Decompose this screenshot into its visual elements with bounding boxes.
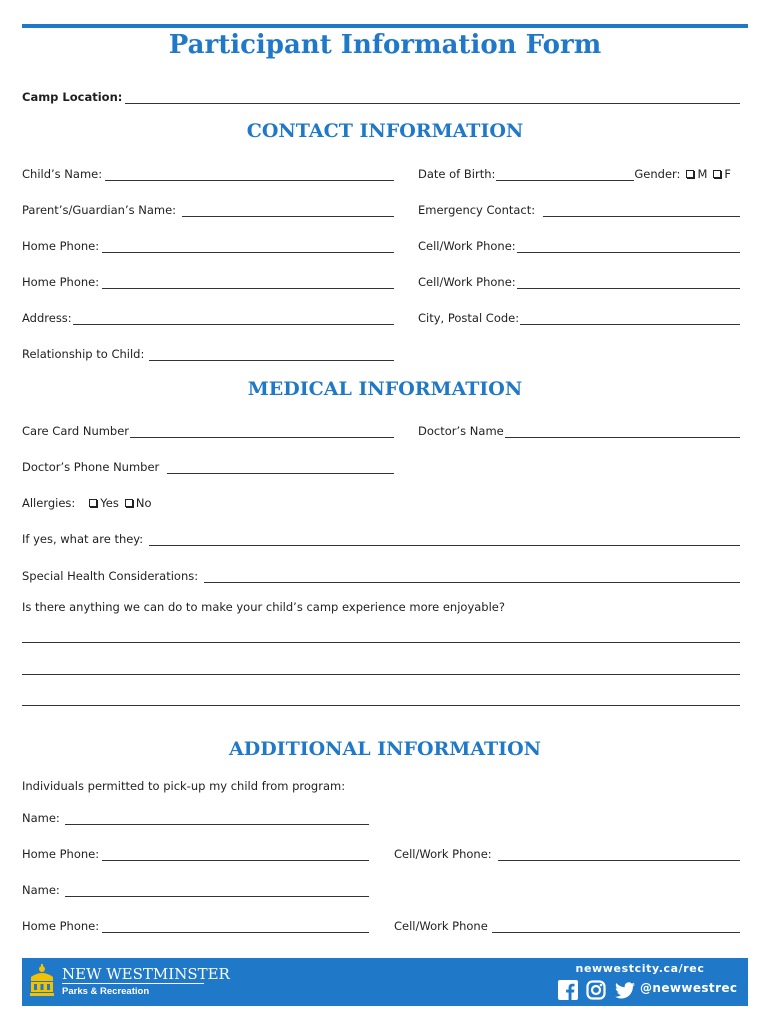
care-card-field[interactable] bbox=[130, 427, 394, 438]
instagram-icon[interactable] bbox=[586, 980, 606, 1000]
pickup-cell-phone-field-2[interactable] bbox=[492, 922, 740, 933]
childs-name-row bbox=[22, 165, 394, 181]
allergies-no-checkbox[interactable] bbox=[125, 499, 133, 507]
crown-logo-icon bbox=[28, 963, 56, 999]
form-title: Participant Information Form bbox=[168, 30, 602, 60]
address-label: Address: bbox=[22, 311, 72, 325]
website-link[interactable]: newwestcity.ca/rec bbox=[575, 962, 705, 975]
parent-name-label: Parent’s/Guardian’s Name: bbox=[22, 203, 177, 217]
pickup-cell-phone-row-2 bbox=[394, 917, 740, 933]
pickup-name-row-1 bbox=[22, 809, 369, 825]
relationship-row bbox=[22, 345, 394, 361]
if-yes-field[interactable] bbox=[149, 535, 740, 546]
pickup-home-phone-field-1[interactable] bbox=[102, 850, 369, 861]
childs-name-field[interactable] bbox=[105, 170, 394, 181]
pickup-name-label-1: Name: bbox=[22, 811, 60, 825]
pickup-home-phone-row-2 bbox=[22, 917, 369, 933]
enjoyable-question-row bbox=[22, 598, 740, 614]
pickup-cell-phone-label-2: Cell/Work Phone bbox=[394, 919, 488, 933]
pickup-name-row-2 bbox=[22, 881, 369, 897]
allergies-row bbox=[22, 494, 322, 510]
parent-name-field[interactable] bbox=[182, 206, 394, 217]
pickup-home-phone-field-2[interactable] bbox=[102, 922, 369, 933]
pickup-cell-phone-label-1: Cell/Work Phone: bbox=[394, 847, 492, 861]
gender-label: Gender: bbox=[634, 167, 681, 181]
org-name: NEW WESTMINSTER bbox=[62, 965, 230, 983]
childs-name-label: Child’s Name: bbox=[22, 167, 103, 181]
care-card-label: Care Card Number bbox=[22, 424, 130, 438]
doctors-name-label: Doctor’s Name bbox=[418, 424, 504, 438]
pickup-home-phone-row-1 bbox=[22, 845, 369, 861]
allergies-yes-checkbox[interactable] bbox=[89, 499, 97, 507]
gender-m-checkbox[interactable] bbox=[686, 170, 694, 178]
home-phone-row-1 bbox=[22, 237, 394, 253]
gender-option-f[interactable] bbox=[713, 167, 731, 181]
home-phone-label-2: Home Phone: bbox=[22, 275, 100, 289]
pickup-name-field-2[interactable] bbox=[65, 886, 369, 897]
gender-m-label: M bbox=[697, 167, 708, 181]
city-postal-row bbox=[418, 309, 740, 325]
allergies-yes-label: Yes bbox=[100, 496, 119, 510]
allergies-option-yes[interactable] bbox=[89, 496, 119, 510]
home-phone-field-2[interactable] bbox=[102, 278, 394, 289]
city-postal-label: City, Postal Code: bbox=[418, 311, 520, 325]
org-name-underline bbox=[62, 983, 204, 984]
emergency-contact-field[interactable] bbox=[543, 206, 740, 217]
address-row bbox=[22, 309, 394, 325]
gender-option-m[interactable] bbox=[686, 167, 707, 181]
if-yes-label: If yes, what are they: bbox=[22, 532, 144, 546]
doctors-name-field[interactable] bbox=[505, 427, 740, 438]
pickup-cell-phone-row-1 bbox=[394, 845, 740, 861]
emergency-contact-label: Emergency Contact: bbox=[418, 203, 536, 217]
cell-phone-label-2: Cell/Work Phone: bbox=[418, 275, 516, 289]
enjoyable-answer-line-2[interactable] bbox=[22, 674, 740, 675]
allergies-no-label: No bbox=[135, 496, 152, 510]
camp-location-field[interactable] bbox=[125, 93, 740, 104]
pickup-home-phone-label-1: Home Phone: bbox=[22, 847, 100, 861]
org-subtitle: Parks & Recreation bbox=[62, 986, 150, 997]
allergies-option-no[interactable] bbox=[125, 496, 152, 510]
relationship-field[interactable] bbox=[149, 350, 394, 361]
city-postal-field[interactable] bbox=[520, 314, 740, 325]
special-health-row bbox=[22, 567, 740, 583]
address-field[interactable] bbox=[73, 314, 394, 325]
special-health-field[interactable] bbox=[204, 572, 740, 583]
facebook-icon[interactable] bbox=[558, 980, 578, 1000]
home-phone-row-2 bbox=[22, 273, 394, 289]
gender-f-label: F bbox=[724, 167, 731, 181]
allergies-label: Allergies: bbox=[22, 496, 76, 510]
twitter-icon[interactable] bbox=[614, 980, 636, 1000]
footer-bar bbox=[22, 958, 748, 1006]
doctors-phone-row bbox=[22, 458, 394, 474]
top-rule bbox=[22, 24, 748, 28]
if-yes-row bbox=[22, 530, 740, 546]
pickup-home-phone-label-2: Home Phone: bbox=[22, 919, 100, 933]
cell-phone-field-2[interactable] bbox=[517, 278, 740, 289]
dob-field[interactable] bbox=[496, 170, 634, 181]
gender-f-checkbox[interactable] bbox=[713, 170, 721, 178]
doctors-phone-field[interactable] bbox=[167, 463, 394, 474]
enjoyable-question-label: Is there anything we can do to make your child’s camp experience more enjoyable? bbox=[22, 600, 505, 614]
camp-location-label: Camp Location: bbox=[22, 90, 123, 104]
doctors-phone-label: Doctor’s Phone Number bbox=[22, 460, 160, 474]
special-health-label: Special Health Considerations: bbox=[22, 569, 199, 583]
enjoyable-answer-line-3[interactable] bbox=[22, 705, 740, 706]
camp-location-row bbox=[22, 88, 740, 104]
contact-heading: CONTACT INFORMATION bbox=[246, 120, 524, 142]
pickup-cell-phone-field-1[interactable] bbox=[498, 850, 740, 861]
medical-heading: MEDICAL INFORMATION bbox=[247, 378, 523, 400]
care-card-row bbox=[22, 422, 394, 438]
cell-phone-field-1[interactable] bbox=[517, 242, 740, 253]
home-phone-field-1[interactable] bbox=[102, 242, 394, 253]
doctors-name-row bbox=[418, 422, 740, 438]
pickup-name-label-2: Name: bbox=[22, 883, 60, 897]
emergency-contact-row bbox=[418, 201, 740, 217]
cell-phone-row-1 bbox=[418, 237, 740, 253]
cell-phone-label-1: Cell/Work Phone: bbox=[418, 239, 516, 253]
dob-label: Date of Birth: bbox=[418, 167, 496, 181]
parent-name-row bbox=[22, 201, 394, 217]
cell-phone-row-2 bbox=[418, 273, 740, 289]
enjoyable-answer-line-1[interactable] bbox=[22, 642, 740, 643]
social-handle[interactable]: @newwestrec bbox=[640, 981, 738, 995]
pickup-intro-row bbox=[22, 777, 740, 793]
dob-gender-row bbox=[418, 165, 740, 181]
additional-heading: ADDITIONAL INFORMATION bbox=[228, 738, 541, 760]
relationship-label: Relationship to Child: bbox=[22, 347, 145, 361]
home-phone-label-1: Home Phone: bbox=[22, 239, 100, 253]
pickup-name-field-1[interactable] bbox=[65, 814, 369, 825]
pickup-intro-label: Individuals permitted to pick-up my child from program: bbox=[22, 779, 346, 793]
